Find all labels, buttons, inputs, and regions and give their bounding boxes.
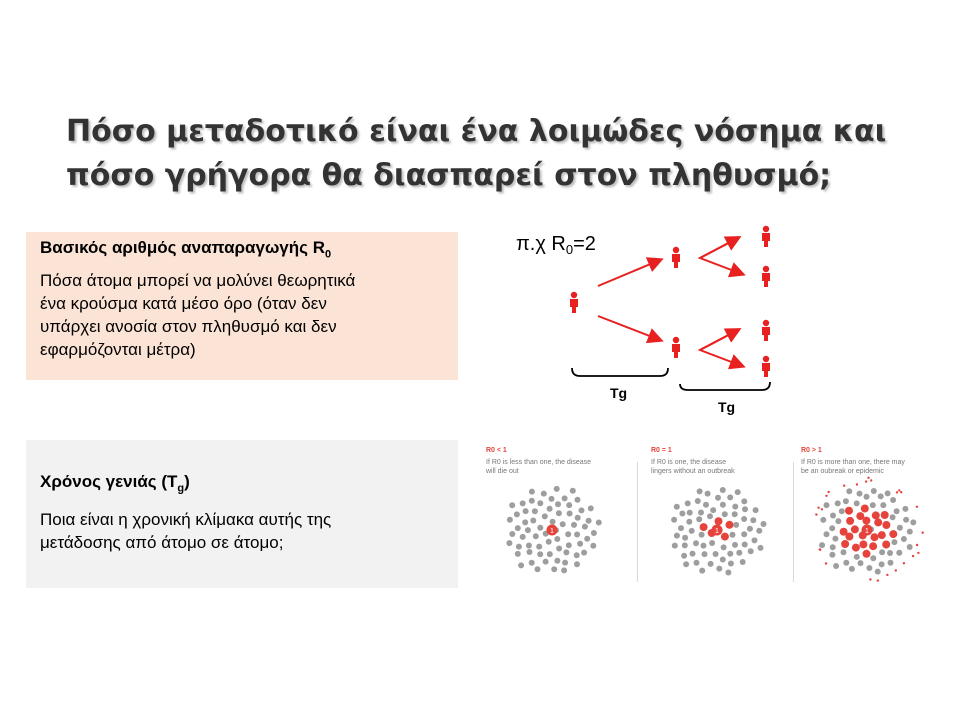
person-dot — [747, 526, 753, 532]
infected-person-dot — [878, 531, 886, 539]
r0-desc-line: ένα κρούσμα κατά μέσο όρο (όταν δεν — [40, 294, 327, 313]
person-dot — [682, 535, 688, 541]
person-dot — [560, 521, 566, 527]
person-dot — [685, 500, 691, 506]
person-dot — [537, 525, 543, 531]
panel-divider — [637, 462, 638, 582]
r0-less-than-one-panel — [486, 446, 626, 586]
r0-example-label: π.χ $R_0=2$ — [516, 233, 596, 257]
person-dot — [890, 497, 896, 503]
transmission-tree-diagram — [480, 220, 810, 430]
panel-divider — [793, 462, 794, 582]
person-dot — [885, 490, 891, 496]
person-dot — [722, 511, 728, 517]
person-dot — [522, 519, 528, 525]
infected-person-dot — [700, 523, 708, 531]
transmission-arrow — [700, 330, 738, 350]
person-dot — [506, 540, 512, 546]
spread-speck — [865, 480, 867, 482]
infected-person-dot — [881, 511, 889, 519]
infected-person-dot — [840, 528, 848, 536]
person-dot — [532, 508, 538, 514]
transmission-arrow — [598, 316, 660, 340]
person-dot — [591, 530, 597, 536]
person-dot — [713, 551, 719, 557]
person-dot — [596, 520, 602, 526]
person-dot — [740, 559, 746, 565]
infected-person-dot — [882, 541, 890, 549]
person-dot — [525, 527, 531, 533]
person-dot — [705, 491, 711, 497]
person-dot — [736, 550, 742, 556]
infected-person-dot — [726, 521, 734, 529]
person-dot — [753, 507, 759, 513]
person-dot — [527, 549, 533, 555]
spread-speck — [856, 483, 858, 485]
person-dot — [879, 549, 885, 555]
infected-person-dot — [856, 512, 864, 520]
person-dot — [679, 511, 685, 517]
person-dot — [516, 544, 522, 550]
person-dot — [554, 536, 560, 542]
person-dot — [520, 500, 526, 506]
person-dot — [571, 522, 577, 528]
infected-person-dot — [841, 540, 849, 548]
person-dot — [696, 516, 702, 522]
infected-person-dot — [721, 533, 729, 541]
tg-definition-box — [26, 440, 458, 588]
person-dot — [835, 500, 841, 506]
person-dot — [520, 534, 526, 540]
person-dot — [878, 493, 884, 499]
person-dot — [536, 544, 542, 550]
person-dot — [535, 566, 541, 572]
index-case-label: 1 — [550, 528, 554, 535]
person-dot — [543, 559, 549, 565]
person-dot — [835, 518, 841, 524]
person-dot — [720, 502, 726, 508]
person-dot — [515, 525, 521, 531]
person-dot — [698, 510, 704, 516]
title-line-1: Πόσο μεταδοτικό είναι ένα λοιμώδες νόσημα και — [66, 114, 887, 149]
person-dot — [681, 553, 687, 559]
person-dot — [761, 521, 767, 527]
person-dot — [858, 560, 864, 566]
person-dot — [846, 488, 852, 494]
person-dot — [887, 550, 893, 556]
spread-speck — [922, 532, 924, 534]
infected-person-dot — [852, 544, 860, 552]
person-dot — [732, 542, 738, 548]
person-dot — [752, 537, 758, 543]
person-dot — [832, 536, 838, 542]
person-dot — [735, 489, 741, 495]
spread-speck — [917, 552, 919, 554]
person-dot — [590, 543, 596, 549]
person-dot — [742, 506, 748, 512]
person-dot — [888, 560, 894, 566]
r0-desc-line: Πόσα άτομα μπορεί να μολύνει θεωρητικά — [40, 271, 356, 290]
person-dot — [907, 529, 913, 535]
person-dot — [907, 544, 913, 550]
tg-heading: Χρόνος γενιάς $(T_g)$ — [40, 472, 190, 495]
person-dot — [829, 552, 835, 558]
person-dot — [897, 525, 903, 531]
person-dot — [674, 533, 680, 539]
person-dot — [562, 495, 568, 501]
person-dot — [529, 498, 535, 504]
person-dot — [891, 539, 897, 545]
spread-speck — [825, 562, 827, 564]
person-dot — [742, 542, 748, 548]
person-dot — [577, 541, 583, 547]
spread-speck — [903, 562, 905, 564]
person-dot — [727, 494, 733, 500]
person-dot — [854, 500, 860, 506]
r0-description — [40, 269, 355, 361]
person-dot — [586, 518, 592, 524]
r0-heading: Βασικός αριθμός αναπαραγωγής $R_0$ — [40, 238, 332, 261]
person-dot — [547, 506, 553, 512]
person-dot — [575, 515, 581, 521]
person-dot — [682, 542, 688, 548]
person-dot — [554, 558, 560, 564]
person-dot — [721, 544, 727, 550]
spread-speck — [886, 574, 888, 576]
person-dot — [537, 551, 543, 557]
person-dot — [549, 496, 555, 502]
population-cluster — [651, 474, 791, 586]
person-dot — [683, 561, 689, 567]
spread-speck — [867, 477, 869, 479]
population-cluster — [801, 474, 941, 586]
person-dot — [902, 506, 908, 512]
person-dot — [507, 517, 513, 523]
person-dot — [910, 519, 916, 525]
spread-speck — [821, 508, 823, 510]
person-dot — [830, 544, 836, 550]
person-dot — [518, 562, 524, 568]
person-dot — [758, 545, 764, 551]
person-dot — [514, 511, 520, 517]
generation-bracket — [572, 368, 668, 376]
person-dot — [756, 528, 762, 534]
person-dot — [671, 517, 677, 523]
person-dot — [584, 536, 590, 542]
person-dot — [890, 514, 896, 520]
title-line-2: πόσο γρήγορα θα διασπαρεί στον πληθυσμό; — [66, 158, 832, 193]
infected-person-dot — [874, 518, 882, 526]
person-dot — [695, 498, 701, 504]
spread-speck — [898, 489, 900, 491]
person-dot — [830, 513, 836, 519]
person-dot — [715, 495, 721, 501]
spread-speck — [896, 491, 898, 493]
tg-desc-line: Ποια είναι η χρονική κλίμακα αυτής της — [40, 510, 332, 529]
person-dot — [574, 532, 580, 538]
spread-speck — [819, 549, 821, 551]
spread-speck — [817, 507, 819, 509]
tg-desc-line: μετάδοσης από άτομο σε άτομο; — [40, 533, 284, 552]
spread-speck — [815, 513, 817, 515]
r0-desc-line: εφαρμόζονται μέτρα) — [40, 340, 196, 359]
slide-title — [66, 110, 926, 198]
person-dot — [566, 502, 572, 508]
person-dot — [694, 560, 700, 566]
panel-note: If R0 is more than one, there may be an oubreak or epidemic — [801, 459, 905, 475]
person-dot — [565, 531, 571, 537]
person-dot — [689, 528, 695, 534]
person-dot — [733, 522, 739, 528]
person-dot — [566, 542, 572, 548]
person-dot — [732, 504, 738, 510]
person-dot — [849, 566, 855, 572]
person-dot — [529, 489, 535, 495]
person-dot — [870, 502, 876, 508]
person-dot — [551, 566, 557, 572]
infected-person-dot — [851, 525, 859, 533]
person-dot — [579, 507, 585, 513]
person-dot — [708, 561, 714, 567]
infected-person-dot — [715, 517, 723, 525]
person-dot — [857, 491, 863, 497]
person-dot — [567, 511, 573, 517]
tg-description — [40, 508, 331, 554]
person-dot — [674, 504, 680, 510]
person-dot — [582, 524, 588, 530]
person-dot — [537, 500, 543, 506]
person-dot — [703, 502, 709, 508]
person-dot — [871, 488, 877, 494]
person-dot — [707, 513, 713, 519]
person-dot — [550, 519, 556, 525]
person-dot — [750, 517, 756, 523]
panel-heading: R0 = 1 — [651, 447, 672, 454]
person-icon — [672, 247, 680, 268]
person-dot — [561, 567, 567, 573]
person-dot — [833, 563, 839, 569]
person-dot — [709, 540, 715, 546]
person-dot — [515, 551, 521, 557]
person-dot — [841, 549, 847, 555]
spread-speck — [900, 491, 902, 493]
person-dot — [574, 552, 580, 558]
transmission-arrow — [700, 238, 742, 274]
person-dot — [843, 560, 849, 566]
person-dot — [864, 494, 870, 500]
person-dot — [720, 487, 726, 493]
person-dot — [686, 519, 692, 525]
person-dot — [732, 511, 738, 517]
person-dot — [697, 488, 703, 494]
person-dot — [728, 561, 734, 567]
person-dot — [542, 513, 548, 519]
person-dot — [741, 498, 747, 504]
person-dot — [556, 510, 562, 516]
spread-speck — [895, 569, 897, 571]
person-dot — [693, 540, 699, 546]
spread-speck — [916, 544, 918, 546]
person-dot — [901, 536, 907, 542]
panel-note: If R0 is one, the disease lingers without an outbreak — [651, 459, 735, 475]
infected-person-dot — [859, 540, 867, 548]
transmission-arrow — [700, 238, 738, 258]
spread-speck — [869, 578, 871, 580]
person-dot — [541, 491, 547, 497]
infected-person-dot — [846, 517, 854, 525]
person-dot — [720, 557, 726, 563]
person-dot — [555, 501, 561, 507]
spread-speck — [877, 579, 879, 581]
person-dot — [690, 551, 696, 557]
panel-heading: R0 < 1 — [486, 447, 507, 454]
person-dot — [710, 507, 716, 513]
person-icon — [762, 226, 770, 247]
transmission-arrow — [598, 260, 660, 286]
person-dot — [699, 568, 705, 574]
infected-person-dot — [869, 542, 877, 550]
person-dot — [554, 486, 560, 492]
infected-person-dot — [845, 507, 853, 515]
person-dot — [839, 508, 845, 514]
person-dot — [843, 498, 849, 504]
person-dot — [529, 560, 535, 566]
person-dot — [526, 543, 532, 549]
person-icon — [570, 292, 578, 313]
transmission-arrow — [700, 330, 742, 366]
infected-person-dot — [882, 521, 890, 529]
person-dot — [562, 560, 568, 566]
person-dot — [533, 533, 539, 539]
person-icon — [762, 356, 770, 377]
person-dot — [581, 550, 587, 556]
person-dot — [570, 488, 576, 494]
person-dot — [866, 565, 872, 571]
person-dot — [730, 532, 736, 538]
generation-bracket — [680, 382, 770, 390]
r0-definition-box — [26, 232, 458, 380]
spread-speck — [916, 506, 918, 508]
r0-desc-line: υπάρχει ανοσία στον πληθυσμό και δεν — [40, 317, 337, 336]
index-case-label: 1 — [865, 528, 869, 535]
person-dot — [741, 531, 747, 537]
person-dot — [588, 505, 594, 511]
panel-note: If R0 is less than one, the disease will die out — [486, 459, 592, 475]
spread-speck — [912, 555, 914, 557]
person-dot — [574, 561, 580, 567]
person-dot — [672, 543, 678, 549]
r0-greater-than-one-panel — [801, 446, 941, 586]
person-dot — [699, 532, 705, 538]
person-dot — [903, 517, 909, 523]
person-dot — [509, 531, 515, 537]
person-dot — [879, 561, 885, 567]
infected-person-dot — [872, 511, 880, 519]
person-dot — [741, 516, 747, 522]
person-icon — [762, 266, 770, 287]
infected-person-dot — [889, 530, 897, 538]
person-dot — [563, 549, 569, 555]
person-dot — [824, 531, 830, 537]
person-icon — [762, 320, 770, 341]
person-dot — [727, 551, 733, 557]
tg-label: Tg — [610, 385, 628, 401]
infected-person-dot — [861, 505, 869, 513]
person-icon — [672, 337, 680, 358]
person-dot — [894, 508, 900, 514]
spread-speck — [825, 495, 827, 497]
person-dot — [875, 569, 881, 575]
person-dot — [870, 555, 876, 561]
person-dot — [523, 508, 529, 514]
person-dot — [547, 551, 553, 557]
person-dot — [716, 566, 722, 572]
spread-speck — [827, 491, 829, 493]
person-dot — [854, 554, 860, 560]
person-dot — [896, 550, 902, 556]
tg-label: Tg — [718, 399, 736, 415]
r0-equal-one-panel — [651, 446, 791, 586]
person-dot — [701, 543, 707, 549]
person-dot — [820, 517, 826, 523]
infected-person-dot — [871, 533, 879, 541]
person-dot — [880, 502, 886, 508]
person-dot — [702, 551, 708, 557]
population-cluster — [486, 474, 626, 586]
infected-person-dot — [863, 550, 871, 558]
spread-speck — [843, 485, 845, 487]
panel-heading: R0 > 1 — [801, 447, 822, 454]
spread-speck — [870, 479, 872, 481]
person-dot — [687, 510, 693, 516]
person-dot — [829, 525, 835, 531]
person-dot — [530, 518, 536, 524]
person-dot — [678, 525, 684, 531]
person-dot — [725, 570, 731, 576]
person-dot — [546, 539, 552, 545]
person-dot — [509, 502, 515, 508]
index-case-label: 1 — [715, 528, 719, 535]
person-dot — [575, 497, 581, 503]
person-dot — [824, 502, 830, 508]
person-dot — [819, 542, 825, 548]
person-dot — [556, 546, 562, 552]
person-dot — [748, 548, 754, 554]
